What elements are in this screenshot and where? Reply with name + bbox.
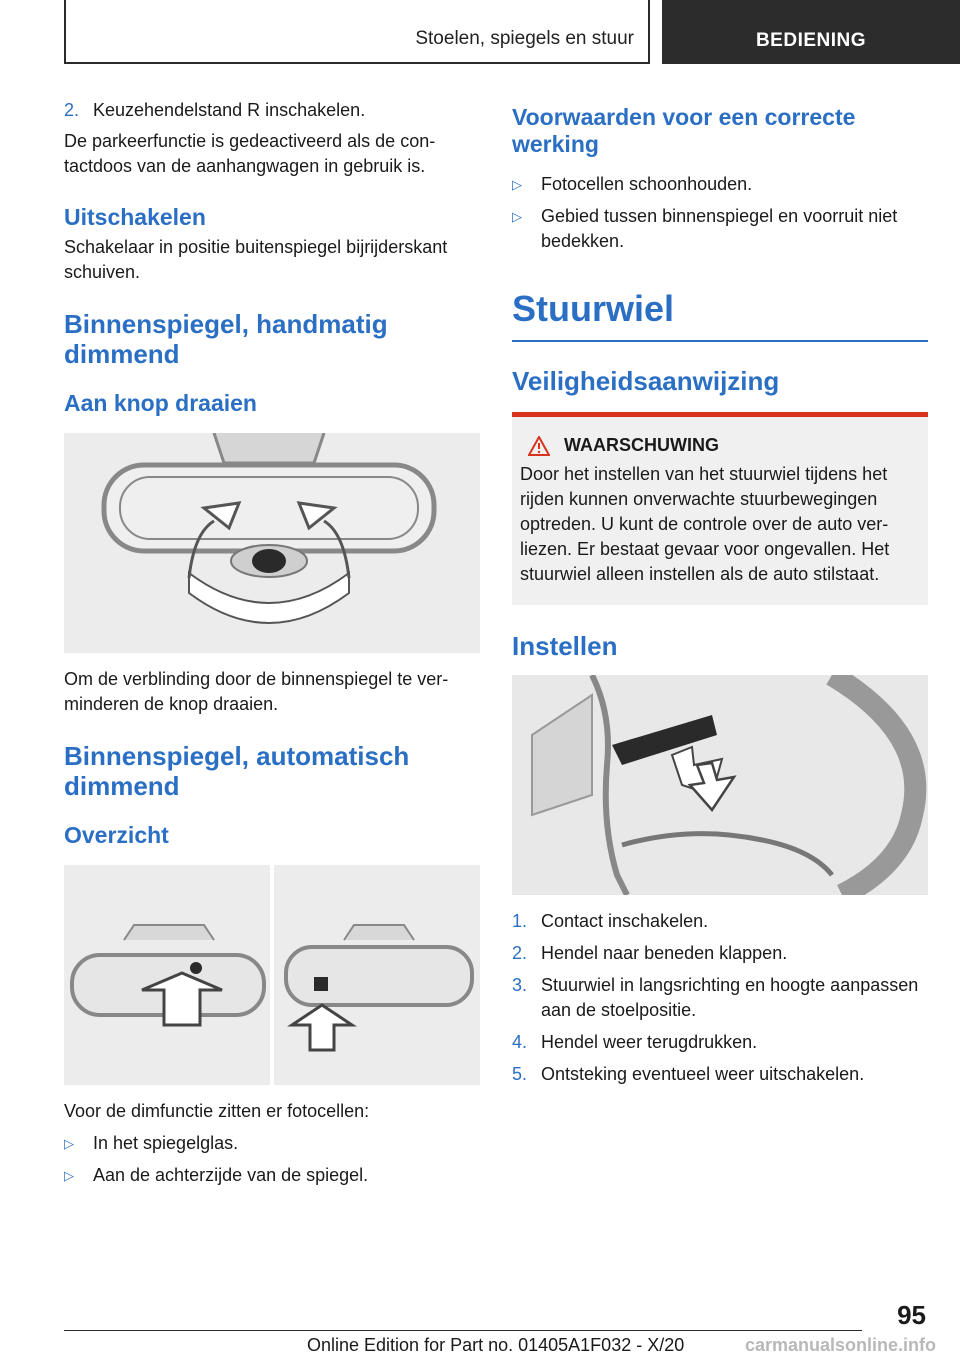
step-number: 3. [512, 975, 528, 995]
header-section-title: Stoelen, spiegels en stuur [415, 28, 634, 49]
warning-title: WAARSCHUWING [564, 435, 719, 455]
edition-text: Online Edition for Part no. 01405A1F032 - X/20 [307, 1335, 685, 1355]
heading-rule [512, 340, 928, 342]
step-text: Stuurwiel in langsrichting en hoogte aanpassen aan de stoelpositie. [541, 975, 919, 1020]
bullet-icon: ▷ [64, 1136, 74, 1151]
heading-automatisch: Binnenspiegel, automatisch dimmend [64, 741, 410, 801]
step-item [512, 909, 928, 934]
step-number: 2. [512, 943, 528, 963]
header-section-box [64, 0, 650, 64]
heading-overzicht: Overzicht [64, 822, 169, 848]
bullet-icon: ▷ [64, 1168, 74, 1183]
bullet-icon: ▷ [512, 209, 522, 224]
step-number: 1. [512, 911, 528, 931]
step-item [64, 98, 480, 123]
step-text: Keuzehendelstand R inschakelen. [93, 100, 366, 120]
warning-header [520, 435, 920, 456]
step-item [512, 941, 928, 966]
step-item [512, 1062, 928, 1087]
heading-handmatig: Binnenspiegel, handmatig dimmend [64, 309, 388, 369]
warning-text: Door het instellen van het stuurwiel tijdens het rijden kunnen onverwachte stuurbewegingen optreden. U kunt de controle over de auto verliezen. Er bestaat gevaar voor ongevallen. Het stuurwiel alleen instellen als de auto stilstaat. [520, 464, 890, 584]
step-text: Hendel naar beneden klappen. [541, 943, 788, 963]
list-item [512, 172, 928, 197]
bullet-icon: ▷ [512, 177, 522, 192]
heading-stuurwiel: Stuurwiel [512, 288, 675, 329]
heading-instellen: Instellen [512, 631, 618, 661]
paragraph: De parkeerfunctie is gedeactiveerd als de contactdoos van de aanhangwagen in gebruik is. [64, 131, 436, 176]
heading-veiligheid: Veiligheidsaanwijzing [512, 366, 780, 396]
list-item [512, 204, 928, 254]
heading-knop: Aan knop draaien [64, 390, 257, 416]
list-item-text: Aan de achterzijde van de spiegel. [93, 1165, 369, 1185]
list-item [64, 1131, 480, 1156]
steering-lever-figure [512, 675, 928, 895]
list-item-text: In het spiegelglas. [93, 1133, 239, 1153]
list-item-text: Fotocellen schoonhouden. [541, 174, 753, 194]
heading-voorwaarden: Voorwaarden voor een correcte werking [512, 104, 856, 157]
page-number: 95 [897, 1300, 926, 1330]
step-number: 2. [64, 100, 80, 120]
step-text: Contact inschakelen. [541, 911, 709, 931]
warning-icon [528, 436, 550, 456]
right-column [512, 98, 928, 1087]
watermark: carmanualsonline.info [745, 1335, 937, 1355]
list-item-text: Gebied tussen binnenspiegel en voorruit niet bedekken. [541, 206, 898, 251]
heading-uitschakelen: Uitschakelen [64, 204, 206, 230]
mirror-photocell-figure [64, 865, 480, 1085]
paragraph: Schakelaar in positie buitenspiegel bijrijderskant schuiven. [64, 237, 448, 282]
list-item [64, 1163, 480, 1188]
step-number: 4. [512, 1032, 528, 1052]
left-column [64, 98, 480, 1188]
step-item [512, 1030, 928, 1055]
step-text: Hendel weer terugdrukken. [541, 1032, 758, 1052]
step-text: Ontsteking eventueel weer uitschakelen. [541, 1064, 865, 1084]
mirror-knob-figure [64, 433, 480, 653]
step-number: 5. [512, 1064, 528, 1084]
paragraph: Voor de dimfunctie zitten er fotocellen: [64, 1101, 370, 1121]
warning-box [512, 412, 928, 605]
header-chapter-tab [662, 0, 960, 64]
paragraph: Om de verblinding door de binnenspiegel te verminderen de knop draaien. [64, 669, 449, 714]
footer-rule [64, 1330, 862, 1331]
header-chapter-title: BEDIENING [755, 30, 867, 51]
step-item [512, 973, 928, 1023]
